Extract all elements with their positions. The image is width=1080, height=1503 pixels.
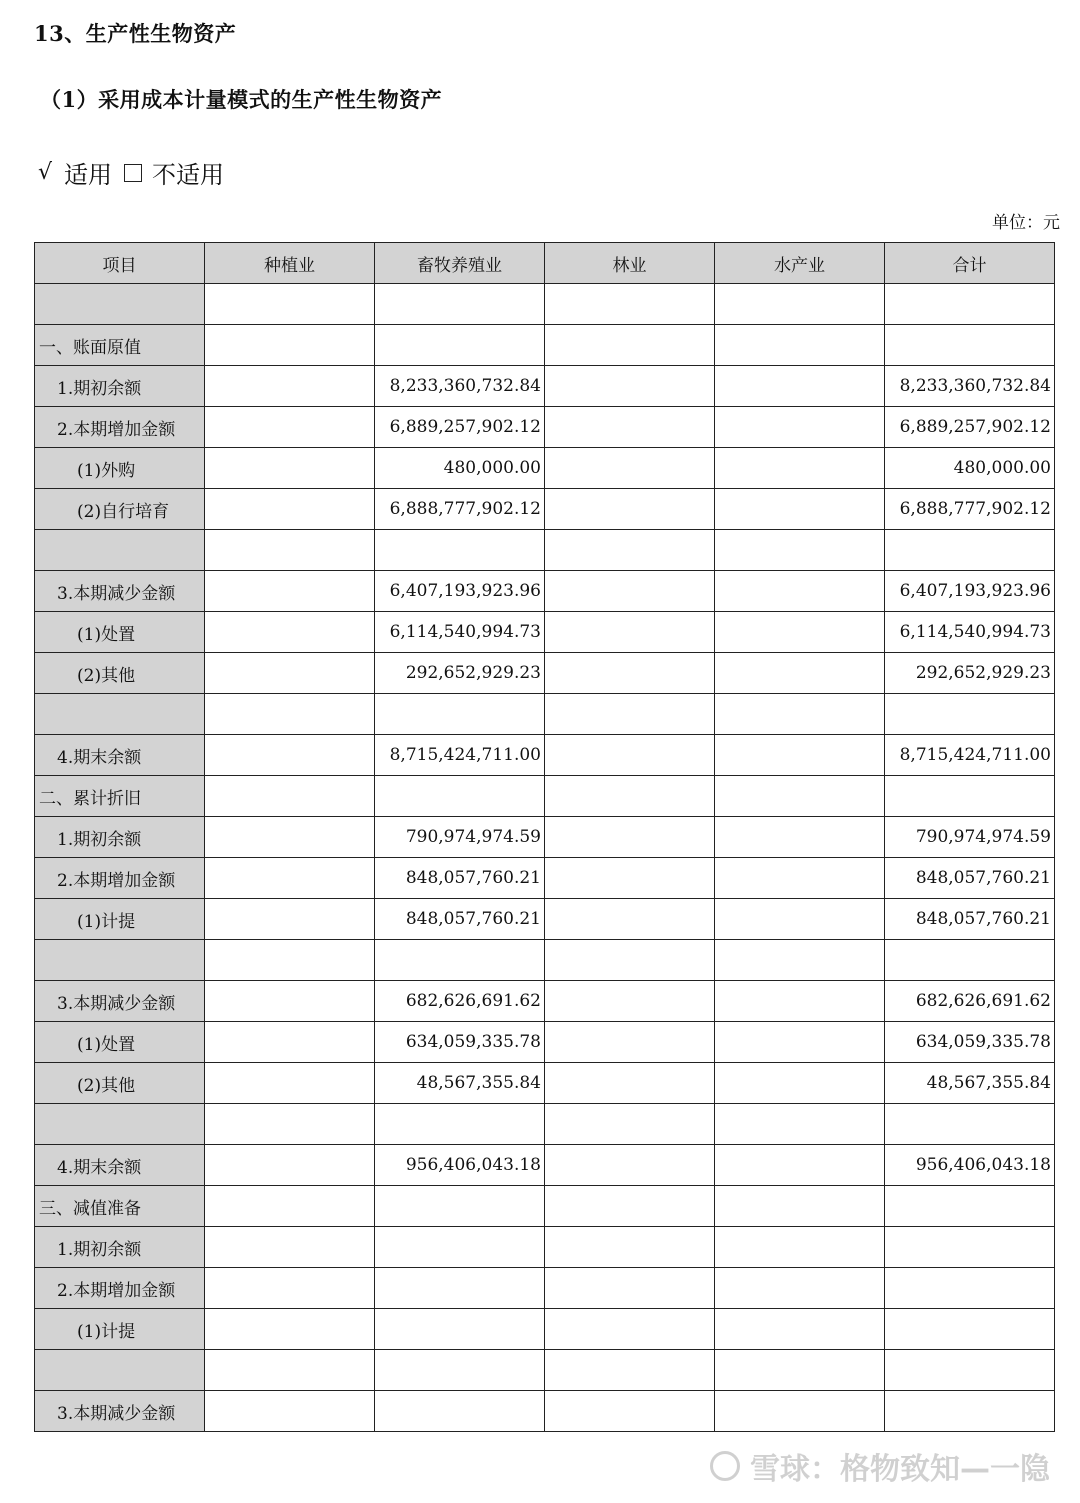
row-label: (2)自行培育	[35, 489, 205, 530]
cell-total	[885, 1104, 1055, 1145]
cell-forestry	[545, 817, 715, 858]
row-label: 2.本期增加金额	[35, 407, 205, 448]
cell-forestry	[545, 735, 715, 776]
cell-livestock	[375, 694, 545, 735]
row-label: (2)其他	[35, 653, 205, 694]
cell-total	[885, 1309, 1055, 1350]
cell-planting	[205, 1063, 375, 1104]
cell-planting	[205, 1309, 375, 1350]
cell-total: 48,567,355.84	[885, 1063, 1055, 1104]
table-row	[35, 1186, 1055, 1227]
row-label	[35, 1350, 205, 1391]
cell-livestock: 790,974,974.59	[375, 817, 545, 858]
cell-total: 6,889,257,902.12	[885, 407, 1055, 448]
table-row	[35, 1063, 1055, 1104]
cell-livestock: 480,000.00	[375, 448, 545, 489]
table-row	[35, 899, 1055, 940]
cell-aquaculture	[715, 653, 885, 694]
cell-forestry	[545, 1309, 715, 1350]
cell-total	[885, 1227, 1055, 1268]
cell-planting	[205, 940, 375, 981]
cell-planting	[205, 817, 375, 858]
cell-total	[885, 1186, 1055, 1227]
cell-aquaculture	[715, 407, 885, 448]
cell-aquaculture	[715, 1309, 885, 1350]
cell-livestock	[375, 1104, 545, 1145]
row-label: (1)外购	[35, 448, 205, 489]
cell-forestry	[545, 694, 715, 735]
table-row	[35, 571, 1055, 612]
row-label: 三、减值准备	[35, 1186, 205, 1227]
cell-livestock	[375, 325, 545, 366]
cell-planting	[205, 735, 375, 776]
header-aquaculture: 水产业	[715, 243, 885, 284]
cell-forestry	[545, 366, 715, 407]
cell-livestock	[375, 1227, 545, 1268]
cell-planting	[205, 530, 375, 571]
cell-planting	[205, 612, 375, 653]
cell-total: 6,114,540,994.73	[885, 612, 1055, 653]
cell-total: 480,000.00	[885, 448, 1055, 489]
cell-total: 6,888,777,902.12	[885, 489, 1055, 530]
table-row	[35, 735, 1055, 776]
cell-aquaculture	[715, 325, 885, 366]
cell-aquaculture	[715, 1391, 885, 1432]
row-label: 二、累计折旧	[35, 776, 205, 817]
row-label: (1)计提	[35, 899, 205, 940]
row-label: (2)其他	[35, 1063, 205, 1104]
header-item: 项目	[35, 243, 205, 284]
table-row	[35, 653, 1055, 694]
cell-livestock: 48,567,355.84	[375, 1063, 545, 1104]
cell-aquaculture	[715, 284, 885, 325]
cell-forestry	[545, 1391, 715, 1432]
cell-forestry	[545, 940, 715, 981]
cell-livestock: 6,114,540,994.73	[375, 612, 545, 653]
cell-aquaculture	[715, 1268, 885, 1309]
header-total: 合计	[885, 243, 1055, 284]
cell-aquaculture	[715, 1022, 885, 1063]
cell-livestock	[375, 530, 545, 571]
table-row	[35, 981, 1055, 1022]
table-row	[35, 612, 1055, 653]
cell-total: 790,974,974.59	[885, 817, 1055, 858]
cell-total: 8,233,360,732.84	[885, 366, 1055, 407]
cell-forestry	[545, 899, 715, 940]
cell-total: 8,715,424,711.00	[885, 735, 1055, 776]
cell-planting	[205, 448, 375, 489]
table-header-row	[35, 243, 1055, 284]
row-label: (1)处置	[35, 1022, 205, 1063]
cell-total	[885, 776, 1055, 817]
cell-livestock	[375, 1186, 545, 1227]
cell-forestry	[545, 407, 715, 448]
table-row	[35, 858, 1055, 899]
cell-planting	[205, 1227, 375, 1268]
cell-aquaculture	[715, 899, 885, 940]
cell-total: 956,406,043.18	[885, 1145, 1055, 1186]
cell-planting	[205, 1391, 375, 1432]
row-label: 1.期初余额	[35, 1227, 205, 1268]
row-label: (1)计提	[35, 1309, 205, 1350]
table-row	[35, 448, 1055, 489]
table-row	[35, 776, 1055, 817]
cell-livestock: 848,057,760.21	[375, 858, 545, 899]
cell-aquaculture	[715, 940, 885, 981]
header-forestry: 林业	[545, 243, 715, 284]
table-row	[35, 940, 1055, 981]
cell-forestry	[545, 612, 715, 653]
cell-planting	[205, 776, 375, 817]
row-label	[35, 940, 205, 981]
cell-aquaculture	[715, 1063, 885, 1104]
cell-forestry	[545, 1145, 715, 1186]
cell-planting	[205, 489, 375, 530]
cell-aquaculture	[715, 817, 885, 858]
cell-forestry	[545, 776, 715, 817]
cell-total: 6,407,193,923.96	[885, 571, 1055, 612]
table-row	[35, 1227, 1055, 1268]
not-applicable-label: 不适用	[152, 161, 225, 189]
table-row	[35, 1350, 1055, 1391]
cell-total	[885, 1350, 1055, 1391]
cell-planting	[205, 694, 375, 735]
table-row	[35, 1268, 1055, 1309]
cell-livestock	[375, 940, 545, 981]
cell-aquaculture	[715, 735, 885, 776]
row-label	[35, 284, 205, 325]
table-row	[35, 694, 1055, 735]
cell-forestry	[545, 858, 715, 899]
cell-livestock: 8,233,360,732.84	[375, 366, 545, 407]
table-row	[35, 284, 1055, 325]
cell-planting	[205, 1104, 375, 1145]
cell-livestock: 8,715,424,711.00	[375, 735, 545, 776]
cell-forestry	[545, 325, 715, 366]
cell-total	[885, 284, 1055, 325]
table-row	[35, 1391, 1055, 1432]
cell-total: 682,626,691.62	[885, 981, 1055, 1022]
cell-livestock: 634,059,335.78	[375, 1022, 545, 1063]
cell-forestry	[545, 1227, 715, 1268]
table-row	[35, 366, 1055, 407]
cell-planting	[205, 571, 375, 612]
cell-planting	[205, 325, 375, 366]
cell-livestock: 682,626,691.62	[375, 981, 545, 1022]
applicability-line	[38, 155, 224, 190]
table-row	[35, 489, 1055, 530]
cell-total: 848,057,760.21	[885, 858, 1055, 899]
cell-livestock: 956,406,043.18	[375, 1145, 545, 1186]
header-planting: 种植业	[205, 243, 375, 284]
watermark	[710, 1444, 1050, 1488]
cell-forestry	[545, 1350, 715, 1391]
table-row	[35, 325, 1055, 366]
cell-total	[885, 940, 1055, 981]
cell-planting	[205, 1350, 375, 1391]
check-mark-icon: √	[38, 160, 53, 185]
row-label: 2.本期增加金额	[35, 858, 205, 899]
cell-livestock	[375, 284, 545, 325]
cell-aquaculture	[715, 612, 885, 653]
cell-forestry	[545, 653, 715, 694]
empty-checkbox-icon	[124, 164, 142, 182]
cell-aquaculture	[715, 694, 885, 735]
cell-total	[885, 325, 1055, 366]
row-label: 一、账面原值	[35, 325, 205, 366]
table-row	[35, 1309, 1055, 1350]
biological-assets-table	[34, 242, 1055, 1432]
cell-planting	[205, 1145, 375, 1186]
table-row	[35, 1022, 1055, 1063]
cell-livestock: 292,652,929.23	[375, 653, 545, 694]
cell-planting	[205, 366, 375, 407]
row-label: 3.本期减少金额	[35, 981, 205, 1022]
cell-total	[885, 694, 1055, 735]
section-heading: 13、生产性生物资产	[34, 21, 237, 46]
table-row	[35, 1104, 1055, 1145]
row-label	[35, 694, 205, 735]
row-label: (1)处置	[35, 612, 205, 653]
row-label: 1.期初余额	[35, 817, 205, 858]
cell-livestock	[375, 776, 545, 817]
cell-forestry	[545, 284, 715, 325]
table-row	[35, 530, 1055, 571]
applicable-label: 适用	[64, 161, 113, 189]
cell-forestry	[545, 530, 715, 571]
cell-planting	[205, 407, 375, 448]
cell-aquaculture	[715, 1350, 885, 1391]
cell-aquaculture	[715, 1186, 885, 1227]
cell-planting	[205, 858, 375, 899]
row-label: 4.期末余额	[35, 1145, 205, 1186]
cell-total: 292,652,929.23	[885, 653, 1055, 694]
cell-total: 634,059,335.78	[885, 1022, 1055, 1063]
cell-total	[885, 1268, 1055, 1309]
cell-total	[885, 1391, 1055, 1432]
table-row	[35, 407, 1055, 448]
row-label: 1.期初余额	[35, 366, 205, 407]
cell-forestry	[545, 1063, 715, 1104]
cell-planting	[205, 899, 375, 940]
cell-forestry	[545, 1022, 715, 1063]
row-label: 2.本期增加金额	[35, 1268, 205, 1309]
cell-planting	[205, 1022, 375, 1063]
row-label: 4.期末余额	[35, 735, 205, 776]
cell-aquaculture	[715, 1104, 885, 1145]
cell-livestock	[375, 1309, 545, 1350]
xueqiu-logo-icon	[710, 1451, 740, 1481]
cell-planting	[205, 1186, 375, 1227]
cell-forestry	[545, 448, 715, 489]
table-row	[35, 817, 1055, 858]
row-label: 3.本期减少金额	[35, 571, 205, 612]
cell-livestock	[375, 1350, 545, 1391]
cell-livestock: 848,057,760.21	[375, 899, 545, 940]
cell-forestry	[545, 1186, 715, 1227]
cell-livestock	[375, 1268, 545, 1309]
cell-aquaculture	[715, 1227, 885, 1268]
cell-forestry	[545, 981, 715, 1022]
cell-livestock	[375, 1391, 545, 1432]
row-label	[35, 1104, 205, 1145]
cell-aquaculture	[715, 448, 885, 489]
cell-total: 848,057,760.21	[885, 899, 1055, 940]
row-label: 3.本期减少金额	[35, 1391, 205, 1432]
cell-livestock: 6,888,777,902.12	[375, 489, 545, 530]
table-row	[35, 1145, 1055, 1186]
cell-forestry	[545, 571, 715, 612]
cell-aquaculture	[715, 858, 885, 899]
cell-aquaculture	[715, 366, 885, 407]
header-livestock: 畜牧养殖业	[375, 243, 545, 284]
watermark-text: 雪球：格物致知—一隐	[750, 1452, 1050, 1487]
cell-aquaculture	[715, 489, 885, 530]
unit-label: 单位：元	[992, 213, 1060, 233]
subsection-heading: （1）采用成本计量模式的生产性生物资产	[40, 87, 443, 112]
table-body	[35, 284, 1055, 1432]
cell-aquaculture	[715, 1145, 885, 1186]
cell-total	[885, 530, 1055, 571]
cell-forestry	[545, 1268, 715, 1309]
cell-forestry	[545, 489, 715, 530]
cell-aquaculture	[715, 981, 885, 1022]
row-label	[35, 530, 205, 571]
cell-aquaculture	[715, 530, 885, 571]
cell-livestock: 6,889,257,902.12	[375, 407, 545, 448]
cell-aquaculture	[715, 776, 885, 817]
cell-planting	[205, 981, 375, 1022]
cell-aquaculture	[715, 571, 885, 612]
cell-planting	[205, 1268, 375, 1309]
cell-livestock: 6,407,193,923.96	[375, 571, 545, 612]
cell-planting	[205, 284, 375, 325]
cell-planting	[205, 653, 375, 694]
cell-forestry	[545, 1104, 715, 1145]
